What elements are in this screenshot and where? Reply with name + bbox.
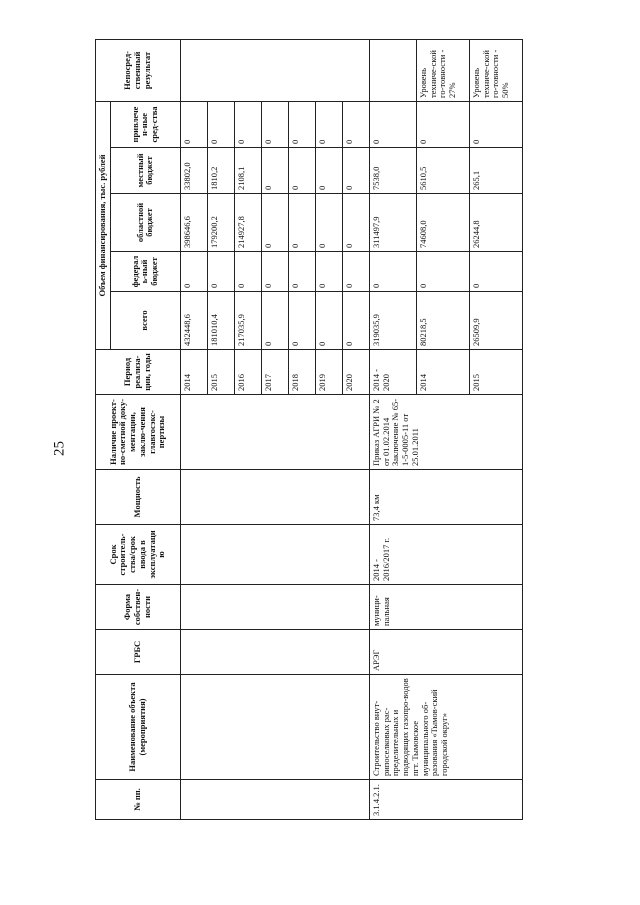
item-year: 2014 xyxy=(416,350,469,395)
summary-year: 2017 xyxy=(261,350,288,395)
item-local: 5610,5 xyxy=(416,148,469,194)
summary-total: 0 xyxy=(315,292,342,350)
summary-year: 2015 xyxy=(207,350,234,395)
summary-year: 2016 xyxy=(234,350,261,395)
item-result: Уровень техниче-ской го-товности - 27% xyxy=(416,39,469,101)
summary-blank-capacity xyxy=(180,470,369,525)
item-total: 80218,5 xyxy=(416,292,469,350)
summary-blank-ownership xyxy=(180,585,369,630)
item-row xyxy=(369,39,416,819)
item-attracted: 0 xyxy=(416,101,469,147)
summary-total: 0 xyxy=(261,292,288,350)
header-grbs: ГРБС xyxy=(96,630,181,675)
summary-blank-docs xyxy=(180,395,369,470)
item-name: Строительство внут-рипоселковых рас-пределительных и подводящих газопро-водов пгт. Тымовское муниципального об-разования «Тымов-ский городской округ» xyxy=(369,675,522,780)
summary-total: 181010,4 xyxy=(207,292,234,350)
summary-attracted: 0 xyxy=(180,101,207,147)
summary-federal: 0 xyxy=(234,252,261,292)
summary-blank-grbs xyxy=(180,630,369,675)
item-grbs: АРЭГ xyxy=(369,630,522,675)
summary-regional: 0 xyxy=(288,194,315,252)
summary-local: 0 xyxy=(315,148,342,194)
header-ownership: Форма собствен-ности xyxy=(96,585,181,630)
header-deadline: Срок строитель-ства/срок ввода в эксплуатацию xyxy=(96,525,181,585)
summary-year: 2014 xyxy=(180,350,207,395)
summary-blank-deadline xyxy=(180,525,369,585)
summary-federal: 0 xyxy=(180,252,207,292)
summary-regional: 0 xyxy=(261,194,288,252)
item-design-docs: Приказ АГРИ № 2 от 01.02.2014 Заключение № 65-1-5-0005-11 от 25.01.2011 xyxy=(369,395,522,470)
item-result xyxy=(369,39,416,101)
item-regional: 74608,0 xyxy=(416,194,469,252)
summary-local: 0 xyxy=(288,148,315,194)
item-result: Уровень техниче-ской го-товности - 50% xyxy=(469,39,522,101)
summary-attracted: 0 xyxy=(342,101,369,147)
summary-blank-name xyxy=(180,675,369,780)
summary-total: 217035,9 xyxy=(234,292,261,350)
summary-blank-result xyxy=(180,39,369,101)
summary-total: 0 xyxy=(288,292,315,350)
item-regional: 26244,8 xyxy=(469,194,522,252)
item-year: 2015 xyxy=(469,350,522,395)
summary-attracted: 0 xyxy=(288,101,315,147)
item-total: 26509,9 xyxy=(469,292,522,350)
item-deadline: 2014 - 2016/2017 г. xyxy=(369,525,522,585)
financing-table-rotated xyxy=(95,40,610,820)
summary-attracted: 0 xyxy=(234,101,261,147)
summary-year: 2020 xyxy=(342,350,369,395)
page-number: 25 xyxy=(51,441,68,456)
item-federal: 0 xyxy=(416,252,469,292)
summary-federal: 0 xyxy=(261,252,288,292)
summary-attracted: 0 xyxy=(261,101,288,147)
summary-federal: 0 xyxy=(315,252,342,292)
summary-federal: 0 xyxy=(342,252,369,292)
summary-total: 432448,6 xyxy=(180,292,207,350)
header-financing: Объем финансирования, тыс. рублей xyxy=(96,101,111,349)
summary-local: 0 xyxy=(261,148,288,194)
summary-federal: 0 xyxy=(207,252,234,292)
header-capacity: Мощность xyxy=(96,470,181,525)
header-local: местный бюджет xyxy=(110,148,180,194)
summary-regional: 214927,8 xyxy=(234,194,261,252)
header-design-docs: Наличие проект-но-сметной доку-ментации, заклю-чения главгосэкс-пертизы xyxy=(96,395,181,470)
header-regional: областной бюджет xyxy=(110,194,180,252)
header-no: № пп. xyxy=(96,780,181,820)
summary-year: 2018 xyxy=(288,350,315,395)
item-attracted: 0 xyxy=(469,101,522,147)
item-number: 3.1.4.2.1. xyxy=(369,780,522,820)
summary-local: 1810,2 xyxy=(207,148,234,194)
summary-federal: 0 xyxy=(288,252,315,292)
header-federal: федераль-ный бюджет xyxy=(110,252,180,292)
summary-local: 33802,0 xyxy=(180,148,207,194)
item-local: 265,1 xyxy=(469,148,522,194)
item-ownership: муници-пальная xyxy=(369,585,522,630)
item-attracted: 0 xyxy=(369,101,416,147)
item-year: 2014 - 2020 xyxy=(369,350,416,395)
summary-blank-no xyxy=(180,780,369,820)
summary-regional: 398646,6 xyxy=(180,194,207,252)
header-period: Период реализа-ции, годы xyxy=(96,350,181,395)
summary-year: 2019 xyxy=(315,350,342,395)
summary-regional: 179200,2 xyxy=(207,194,234,252)
header-result: Непосред-ственный результат xyxy=(96,39,181,101)
header-total: всего xyxy=(110,292,180,350)
header-attracted: привлечен-ные сред-ства xyxy=(110,101,180,147)
summary-regional: 0 xyxy=(315,194,342,252)
item-total: 319035,9 xyxy=(369,292,416,350)
financing-table xyxy=(95,39,523,820)
summary-local: 2108,1 xyxy=(234,148,261,194)
summary-local: 0 xyxy=(342,148,369,194)
header-name: Наименование объекта (мероприятия) xyxy=(96,675,181,780)
summary-total: 0 xyxy=(342,292,369,350)
summary-attracted: 0 xyxy=(207,101,234,147)
item-federal: 0 xyxy=(469,252,522,292)
item-local: 7538,0 xyxy=(369,148,416,194)
item-regional: 311497,9 xyxy=(369,194,416,252)
summary-row xyxy=(180,39,207,819)
summary-regional: 0 xyxy=(342,194,369,252)
summary-attracted: 0 xyxy=(315,101,342,147)
item-federal: 0 xyxy=(369,252,416,292)
item-capacity: 73,4 км xyxy=(369,470,522,525)
